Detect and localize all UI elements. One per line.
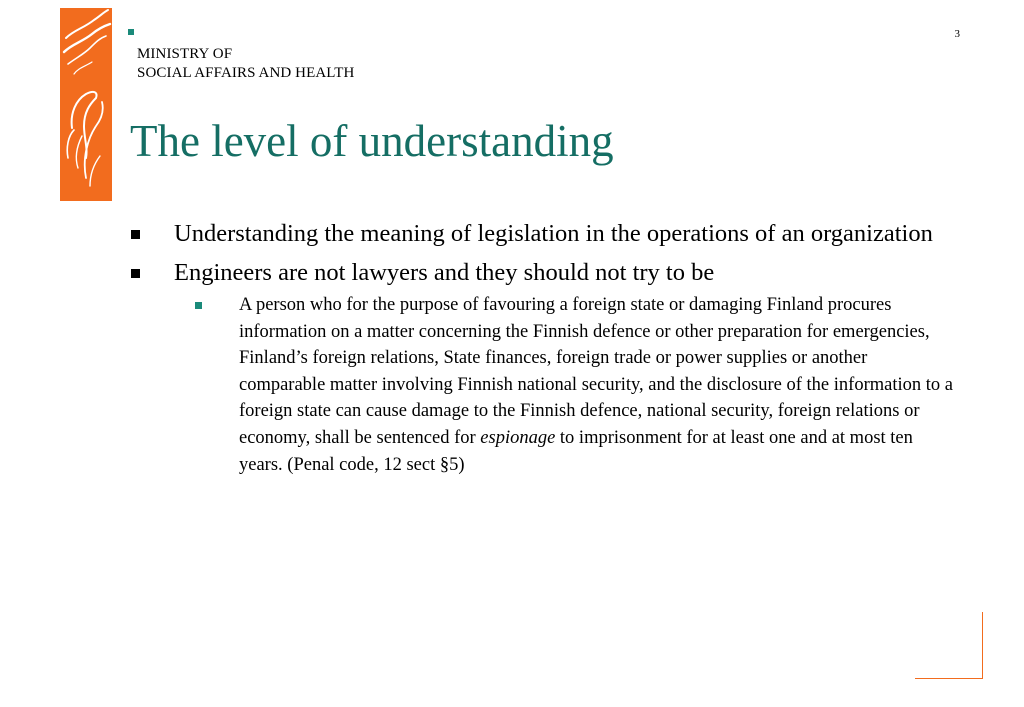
sub-bullet-text-after: to imprisonment for at least one and at most ten years. (Penal code, 12 sect §5) (239, 427, 913, 475)
corner-frame-horizontal (915, 678, 983, 679)
header-square-marker (128, 29, 134, 35)
bullet-item (128, 218, 958, 250)
flame-icon (60, 8, 112, 201)
sub-bullet-item (239, 292, 955, 478)
page-number: 3 (954, 28, 960, 40)
bullet-text: Engineers are not lawyers and they should not try to be (174, 259, 715, 286)
sub-bullet-text-before: A person who for the purpose of favouring a foreign state or damaging Finland procures information on a matter concerning the Finnish defence or other preparation for emergencies, Finland’s foreign relations, State finances, foreign trade or power supplies or another comparable matter involving Finnish national security, and the disclosure of the information to a foreign state can cause damage to the Finnish defence, national security, foreign relations or economy, shall be sentenced for (239, 295, 953, 448)
ministry-name (137, 45, 354, 83)
square-bullet-icon (131, 269, 140, 278)
ministry-line-1: MINISTRY OF (137, 46, 233, 62)
corner-frame-vertical (982, 612, 983, 679)
teal-square-bullet-icon (195, 302, 202, 309)
sub-bullet-emphasis: espionage (480, 427, 556, 448)
ministry-logo (60, 8, 112, 201)
slide-title: The level of understanding (130, 116, 614, 166)
bullet-item (128, 257, 958, 289)
bullet-text: Understanding the meaning of legislation in the operations of an organization (174, 220, 933, 247)
ministry-line-2: SOCIAL AFFAIRS AND HEALTH (137, 65, 355, 81)
square-bullet-icon (131, 230, 140, 239)
bullet-list (128, 218, 958, 478)
